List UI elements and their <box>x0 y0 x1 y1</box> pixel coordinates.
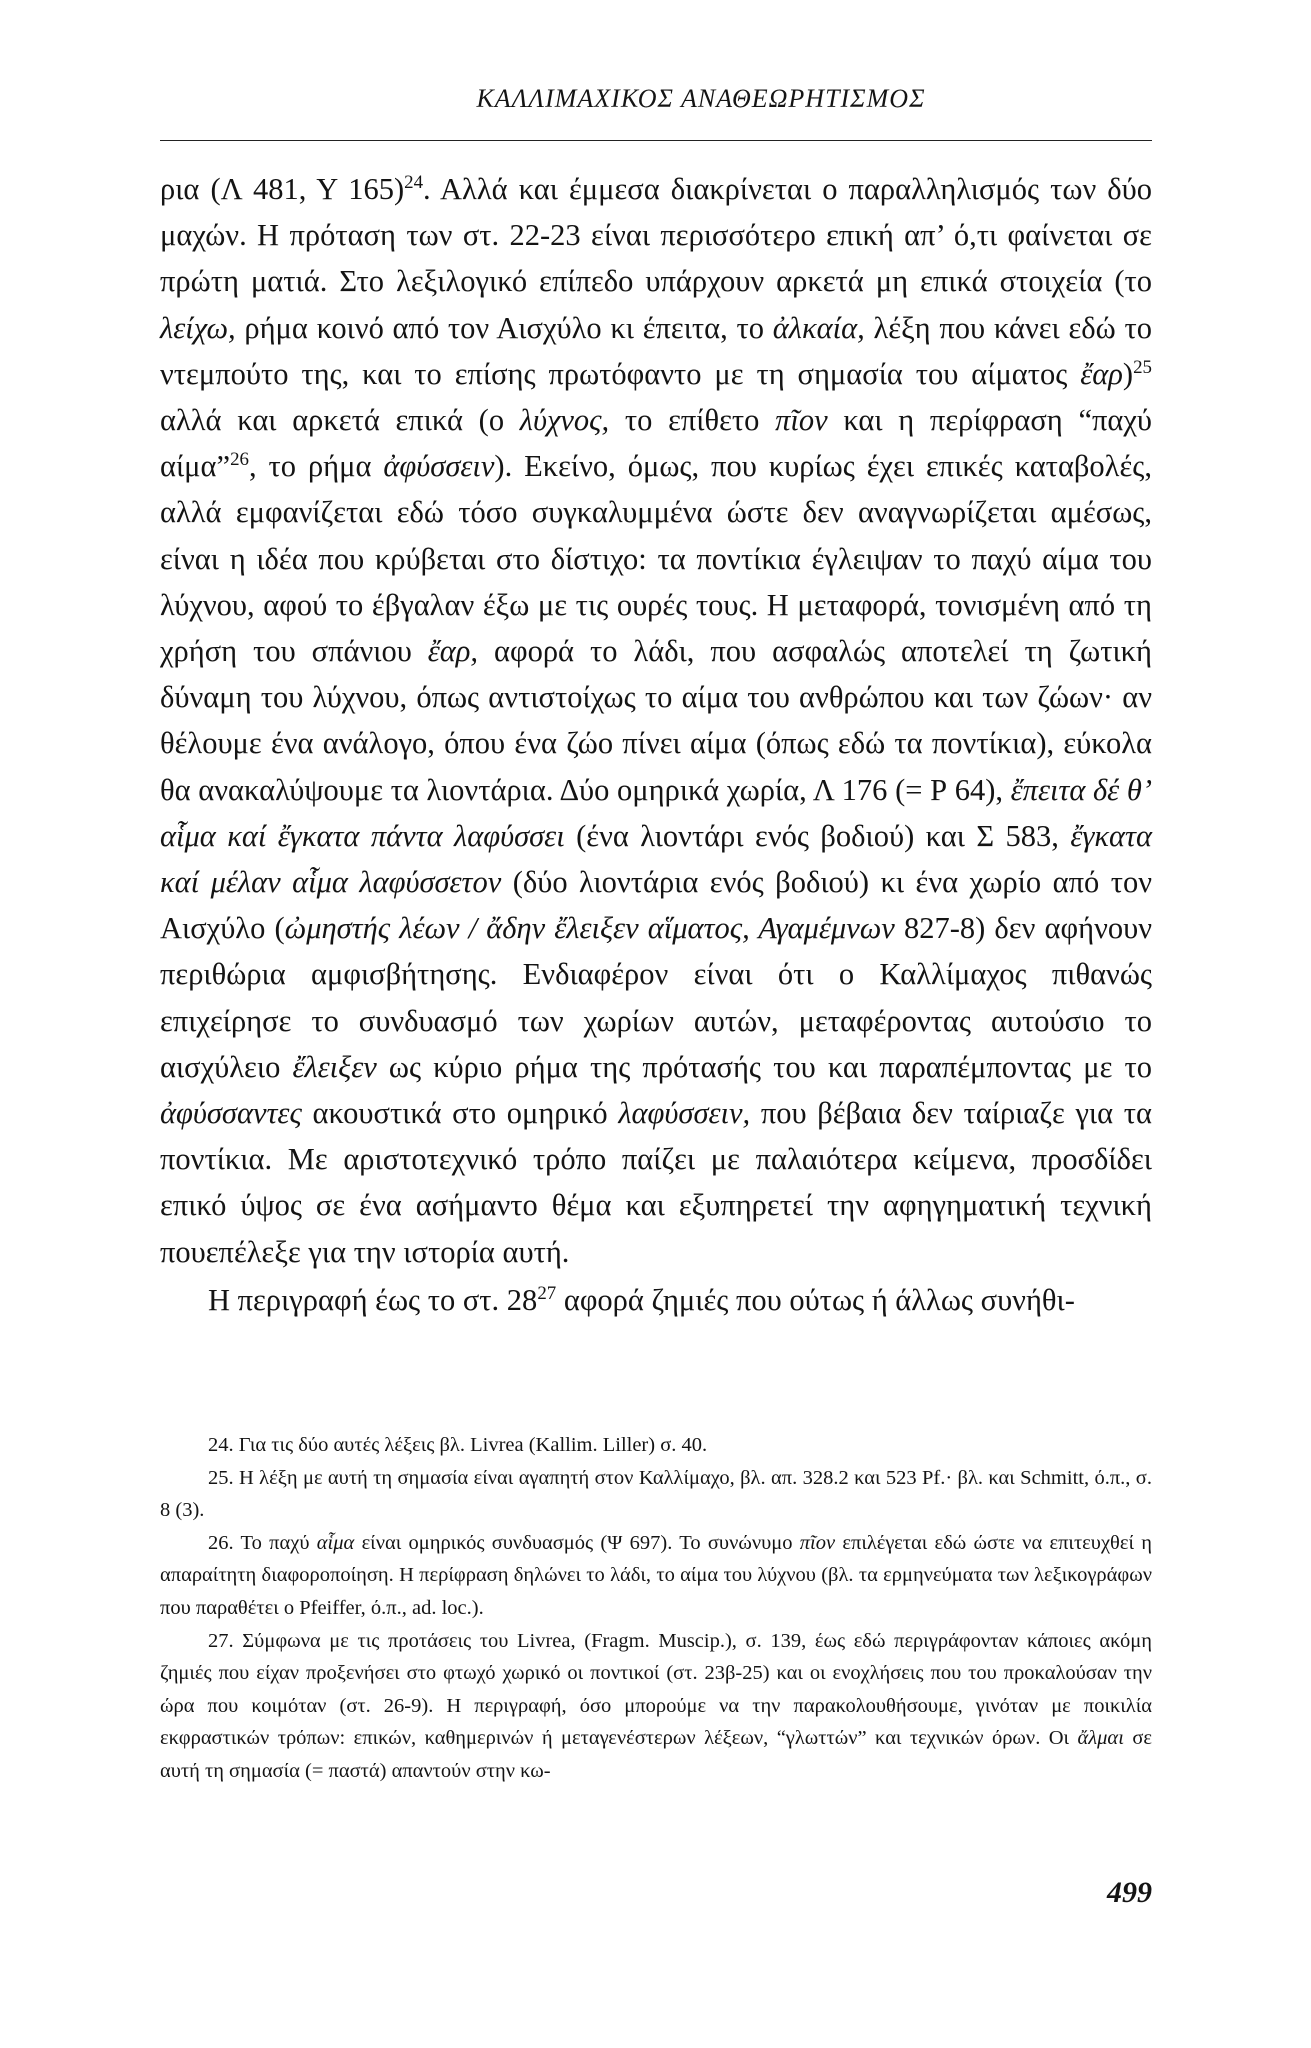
italic-run: λύχνος, <box>519 403 610 438</box>
text-run: ) <box>1122 356 1134 391</box>
italic-run: ἀφύσσειν <box>383 449 495 484</box>
italic-run: ἀφύσσαντες <box>160 1096 302 1131</box>
italic-run: ἔαρ, <box>427 634 479 669</box>
text-run: ρήμα κοινό από τον Αισχύλο κι έπειτα, το <box>235 310 773 345</box>
footnote-marker: 24 <box>404 171 424 193</box>
italic-run: ἔαρ <box>1080 356 1123 391</box>
footnote-27 <box>160 1625 1152 1788</box>
italic-run: λείχω, <box>160 310 236 345</box>
text-run: ). Εκείνο, όμως, που κυρίως έχει επικές καταβολές, αλλά εμφανίζεται εδώ τόσο συγκαλυμμένα ώστε δεν αναγνωρίζεται αμέσως, είναι η ιδέα που κρύβεται στο δίστιχο: τα ποντίκια έγλειψαν το παχύ αίμα του λύχνου, αφού το έβγαλαν έξω με τις ουρές τους. Η μεταφορά, τονισμένη από τη χρήση του σπάνιου <box>160 449 1152 669</box>
text-run: 24. Για τις δύο αυτές λέξεις βλ. Livrea (Kallim. Liller) σ. 40. <box>208 1434 708 1456</box>
paragraph-1 <box>160 166 1152 1275</box>
italic-run: ὠμηστής λέων / ἄδην ἔλειξεν αἵματος, Αγαμέμνων <box>284 911 895 946</box>
footnote-marker: 26 <box>230 449 249 471</box>
text-run: . Αλλά και έμμεσα διακρίνεται ο παραλληλισμός των δύο μαχών. Η πρόταση των στ. 22-23 είναι περισσότερο επική απ’ ό,τι φαίνεται σε πρώτη ματιά. Στο λεξιλογικό επίπεδο υπάρχουν αρκετά μη επικά στοιχεία (το <box>160 172 1153 299</box>
italic-run: ἔπειτα δέ θ’ αἷμα καί ἔγκατα πάντα λαφύσσει <box>160 772 1152 853</box>
text-run: και η περίφραση “παχύ αίμα” <box>160 403 1152 484</box>
text-run: που βέβαια δεν ταίριαζε για τα ποντίκια. Με αριστοτεχνικό τρόπο παίζει με παλαιότερα κείμενα, προσδίδει επικό ύψος σε ένα ασήμαντο θέμα και εξυπηρετεί την αφηγηματική τεχνική πουεπέλεξε για την ιστορία αυτή. <box>160 1096 1152 1269</box>
italic-run: πῖον <box>799 1531 836 1554</box>
text-run: (ένα λιοντάρι ενός βοδιού) και Σ 583, <box>564 818 1071 853</box>
footnote-25 <box>160 1462 1152 1527</box>
text-run: αλλά και αρκετά επικά (ο <box>160 403 520 438</box>
text-run: λέξη που κάνει εδώ το ντεμπούτο της, και το επίσης πρωτόφαντο με τη σημασία του αίματος <box>160 310 1152 391</box>
italic-run: αἷμα <box>316 1531 355 1554</box>
footnotes <box>160 1429 1152 1788</box>
text-run: αφορά το λάδι, που ασφαλώς αποτελεί τη ζωτική δύναμη του λύχνου, όπως αντιστοίχως το αίμα του ανθρώπου και των ζώων· αν θέλουμε ένα ανάλογο, όπου ένα ζώο πίνει αίμα (όπως εδώ τα ποντίκια), εύκολα θα ανακαλύψουμε τα λιοντάρια. Δύο ομηρικά χωρία, Λ 176 (= Ρ 64), <box>160 634 1152 807</box>
text-run: είναι ομηρικός συνδυασμός (Ψ 697). Το συνώνυμο <box>354 1531 800 1554</box>
footnote-marker: 25 <box>1133 356 1152 378</box>
text-run: ακουστικά στο ομηρικό <box>301 1096 619 1131</box>
text-run: ως κύριο ρήμα της πρότασής του και παραπέμποντας με το <box>376 1049 1152 1084</box>
text-run: ρια (Λ 481, Υ 165) <box>160 172 405 206</box>
footnote-marker: 27 <box>537 1282 557 1304</box>
italic-run: ἔλειξεν <box>292 1049 377 1084</box>
text-run: 827-8) δεν αφήνουν περιθώρια αμφισβήτησης. Ενδιαφέρον είναι ότι ο Καλλίμαχος πιθανώς επιχείρησε το συνδυασμό των χωρίων αυτών, μεταφέροντας αυτούσιο το αισχύλειο <box>160 911 1153 1084</box>
text-run: 27. Σύμφωνα με τις προτάσεις του Livrea, (Fragm. Muscip.), σ. 139, έως εδώ περιγράφονταν κάποιες ακόμη ζημιές που είχαν προξενήσει στο φτωχό χωρικό οι ποντικοί (στ. 23β-25) και οι ενοχλήσεις που του προκαλούσαν την ώρα που κοιμόταν (στ. 26-9). Η περιγραφή, όσο μπορούμε να την παρακολουθήσουμε, γινόταν με ποικιλία εκφραστικών τρόπων: επικών, καθημερινών ή μεταγενέστερων λέξεων, “γλωττών” και τεχνικών όρων. Οι <box>160 1629 1152 1750</box>
italic-run: ἄλμαι <box>1077 1727 1124 1750</box>
text-run: 25. Η λέξη με αυτή τη σημασία είναι αγαπητή στον Καλλίμαχο, βλ. απ. 328.2 και 523 Pf.· βλ. και Schmitt, ό.π., σ. 8 (3). <box>160 1466 1152 1522</box>
text-run: (δύο λιοντάρια ενός βοδιού) κι ένα χωρίο από τον Αισχύλο ( <box>160 865 1152 946</box>
text-run: Η περιγραφή έως το στ. 28 <box>208 1282 538 1317</box>
text-run: , το ρήμα <box>248 449 384 484</box>
running-title: ΚΑΛΛΙΜΑΧΙΚΟΣ ΑΝΑΘΕΩΡΗΤΙΣΜΟΣ <box>476 84 926 113</box>
italic-run: λαφύσσειν, <box>618 1096 751 1131</box>
text-run: το επίθετο <box>609 403 776 438</box>
text-run: σε αυτή τη σημασία (= παστά) απαντούν στην κω- <box>160 1727 1152 1782</box>
italic-run: ἔγκατα καί μέλαν αἷμα λαφύσσετον <box>160 818 1152 900</box>
footnote-26 <box>160 1527 1152 1625</box>
text-run: 26. Το παχύ <box>208 1531 317 1554</box>
header-rule <box>160 140 1152 141</box>
text-run: αφορά ζημιές που ούτως ή άλλως συνήθι- <box>556 1282 1075 1317</box>
page-number: 499 <box>1107 1876 1152 1909</box>
text-run: επιλέγεται εδώ ώστε να επιτευχθεί η απαραίτητη διαφοροποίηση. Η περίφραση δηλώνει το λάδι, το αίμα του λύχνου (βλ. τα ερμηνεύματα των λεξικογράφων που παραθέτει ο Pfeiffer, ό.π., ad. loc.). <box>160 1531 1152 1619</box>
paragraph-2 <box>160 1277 1152 1323</box>
italic-run: πῖον <box>775 403 828 438</box>
italic-run: ἀλκαία, <box>772 310 865 345</box>
footnote-24 <box>160 1429 1152 1462</box>
main-text <box>160 166 1152 1323</box>
